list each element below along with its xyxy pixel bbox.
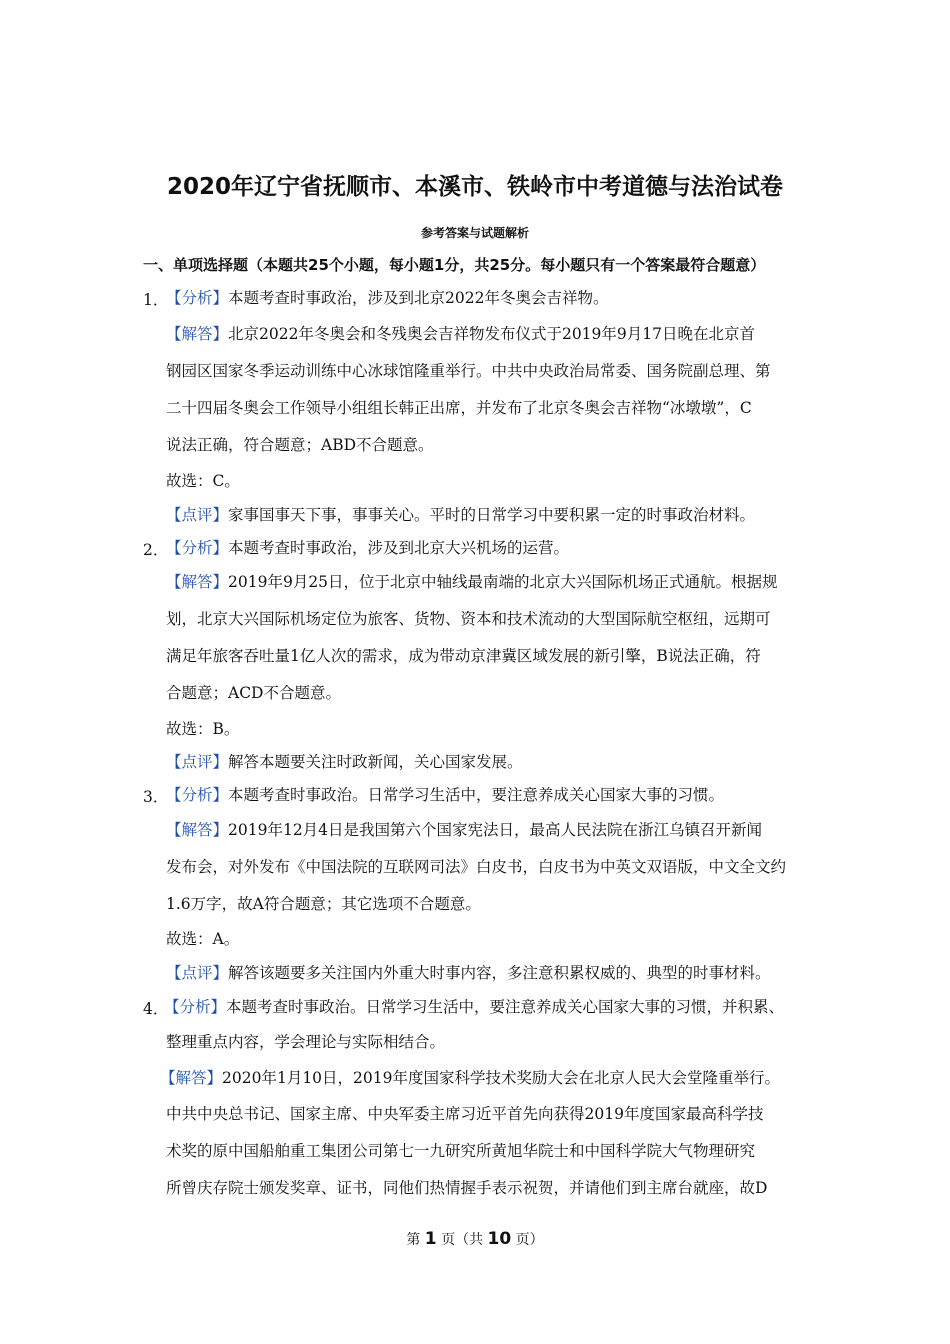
document-subtitle: 参考答案与试题解析 [420,226,529,240]
question-number: 1． [143,291,169,309]
comment-tag: 【点评】 [166,506,229,524]
analysis-line: 【分析】本题考查时事政治，涉及到北京大兴机场的运营。 [166,539,570,557]
answer-line: 【解答】2019年9月25日，位于北京中轴线最南端的北京大兴国际机场正式通航。根据规 [166,573,778,591]
answer-line: 说法正确，符合题意；ABD不合题意。 [166,436,434,454]
analysis-line: 【分析】本题考查时事政治。日常学习生活中，要注意养成关心国家大事的习惯，并积累、 [164,998,785,1016]
document-title: 2020年辽宁省抚顺市、本溪市、铁岭市中考道德与法治试卷 [166,174,783,200]
question-number: 4． [143,1000,169,1018]
analysis-tag: 【分析】 [166,786,229,804]
answer-line: 发布会，对外发布《中国法院的互联网司法》白皮书，白皮书为中英文双语版，中文全文约 [166,858,787,876]
answer-line: 钢园区国家冬季运动训练中心冰球馆隆重举行。中共中央政治局常委、国务院副总理、第 [166,362,771,380]
comment-line: 【点评】解答该题要多关注国内外重大时事内容，多注意积累权威的、典型的时事材料。 [166,964,771,982]
answer-line: 1.6万字，故A符合题意；其它选项不合题意。 [166,895,481,913]
comment-tag: 【点评】 [166,753,229,771]
analysis-line: 【分析】本题考查时事政治。日常学习生活中，要注意养成关心国家大事的习惯。 [166,786,725,804]
choice-line: 故选：C。 [166,472,240,490]
answer-line: 满足年旅客吞吐量1亿人次的需求，成为带动京津冀区域发展的新引擎，B说法正确，符 [166,647,761,665]
comment-line: 【点评】家事国事天下事，事事关心。平时的日常学习中要积累一定的时事政治材料。 [166,506,756,524]
answer-tag: 【解答】 [166,821,229,839]
total-pages: 10 [487,1229,512,1249]
choice-line: 故选：A。 [166,930,240,948]
analysis-line: 【分析】本题考查时事政治，涉及到北京2022年冬奥会吉祥物。 [166,289,609,307]
analysis-tag: 【分析】 [166,539,229,557]
answer-line: 所曾庆存院士颁发奖章、证书，同他们热情握手表示祝贺，并请他们到主席台就座，故D [166,1179,768,1197]
analysis-tag: 【分析】 [164,998,227,1016]
comment-line: 【点评】解答本题要关注时政新闻，关心国家发展。 [166,753,523,771]
answer-line: 【解答】北京2022年冬奥会和冬残奥会吉祥物发布仪式于2019年9月17日晚在北京首 [166,325,755,343]
answer-tag: 【解答】 [160,1069,223,1087]
question-number: 3． [143,788,169,806]
choice-line: 故选：B。 [166,720,240,738]
analysis-line: 整理重点内容，学会理论与实际相结合。 [166,1033,446,1051]
answer-tag: 【解答】 [166,573,229,591]
answer-tag: 【解答】 [166,325,229,343]
answer-line: 术奖的原中国船舶重工集团公司第七一九研究所黄旭华院士和中国科学院大气物理研究 [166,1142,756,1160]
page-footer: 第 1 页（共 10 页） [406,1229,544,1249]
answer-line: 【解答】2019年12月4日是我国第六个国家宪法日，最高人民法院在浙江乌镇召开新闻 [166,821,763,839]
answer-line: 划，北京大兴国际机场定位为旅客、货物、资本和技术流动的大型国际航空枢纽，远期可 [166,610,771,628]
answer-line: 二十四届冬奥会工作领导小组组长韩正出席，并发布了北京冬奥会吉祥物“冰墩墩”，C [166,399,752,417]
answer-line: 【解答】2020年1月10日，2019年度国家科学技术奖励大会在北京人民大会堂隆重举行。 [160,1069,780,1087]
analysis-tag: 【分析】 [166,289,229,307]
question-number: 2． [143,541,169,559]
comment-tag: 【点评】 [166,964,229,982]
answer-line: 合题意；ACD不合题意。 [166,684,341,702]
page-number: 1 [424,1229,437,1249]
answer-line: 中共中央总书记、国家主席、中央军委主席习近平首先向获得2019年度国家最高科学技 [166,1105,764,1123]
section-heading: 一、单项选择题（本题共25个小题，每小题1分，共25分。每小题只有一个答案最符合题意） [143,256,766,274]
